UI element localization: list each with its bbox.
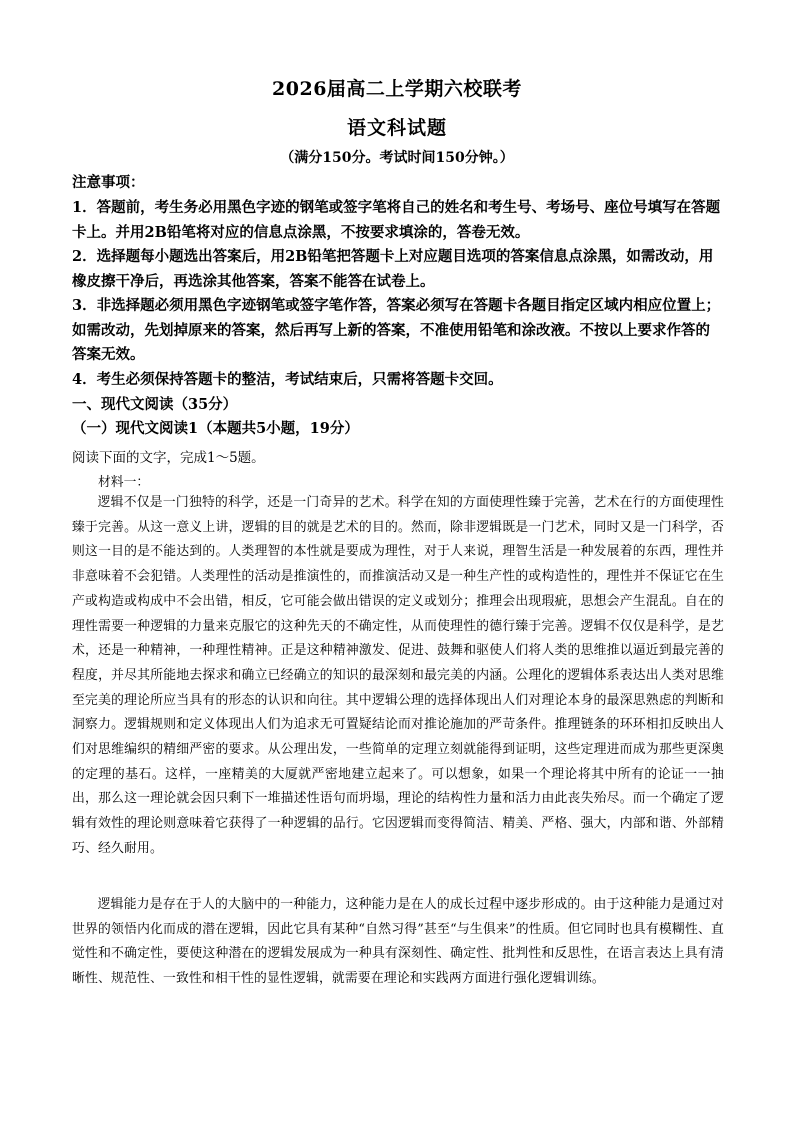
notice-heading: 注意事项： xyxy=(72,174,145,191)
exam-info: （满分150分。考试时间150分钟。） xyxy=(280,150,514,166)
passage-paragraph-2: 逻辑能力是存在于人的大脑中的一种能力，这种能力是在人的成长过程中逐步形成的。由于这种能力是通过对世界的领悟内化而成的潜在逻辑，因此它具有某种“自然习得”甚至“与生俱来”的性质。但它同时也具有模糊性、直觉性和不确定性，要使这种潜在的逻辑发展成为一种具有深刻性、确定性、批判性和反思性，在语言表达上具有清晰性、规范性、一致性和相干性的显性逻辑，就需要在理论和实践两方面进行强化逻辑训练。 xyxy=(72,897,724,987)
material-label: 材料一： xyxy=(98,475,150,490)
notice-item-3: 3．非选择题必须用黑色字迹钢笔或签字笔作答，答案必须写在答题卡各题目指定区域内相应位置上；如需改动，先划掉原来的答案，然后再写上新的答案，不准使用铅笔和涂改液。不按以上要求作答的答案无效。 xyxy=(72,297,721,364)
notice-item-4: 4．考生必须保持答题卡的整洁，考试结束后，只需将答题卡交回。 xyxy=(72,371,503,388)
exam-title: 2026届高二上学期六校联考 xyxy=(272,78,522,100)
passage-paragraph-1: 逻辑不仅是一门独特的科学，还是一门奇异的艺术。科学在知的方面使理性臻于完善，艺术在行的方面使理性臻于完善。从这一意义上讲，逻辑的目的就是艺术的目的。然而，除非逻辑既是一门艺术，同时又是一门科学，否则这一目的是不能达到的。人类理智的本性就是要成为理性，对于人来说，理智生活是一种发展着的东西，理性并非意味着不会犯错。人类理性的活动是推演性的，而推演活动又是一种生产性的或构造性的，理性并不保证它在生产或构造或构成中不会出错，相反，它可能会做出错误的定义或划分；推理会出现瑕疵，思想会产生混乱。自在的理性需要一种逻辑的力量来克服它的这种先天的不确定性，从而使理性的德行臻于完善。逻辑不仅仅是科学，是艺术，还是一种精神，一种理性精神。正是这种精神激发、促进、鼓舞和驱使人们将人类的思维推以逼近到最完善的程度，并尽其所能地去探求和确立已经确立的知识的最深刻和最完美的内涵。公理化的逻辑体系表达出人类对思维至完美的理论所应当具有的形态的认识和向往。其中逻辑公理的选择体现出人们对理论本身的最深思熟虑的判断和洞察力。逻辑规则和定义体现出人们为追求无可置疑结论而对推论施加的严苛条件。推理链条的环环相扣反映出人们对思维编织的精细严密的要求。从公理出发，一些简单的定理立刻就能得到证明，这些定理进而成为那些更深奥的定理的基石。这样，一座精美的大厦就严密地建立起来了。可以想象，如果一个理论将其中所有的论证一一抽出，那么这一理论就会因只剩下一堆描述性语句而坍塌，理论的结构性力量和活力由此丧失殆尽。而一个确定了逻辑有效性的理论则意味着它获得了一种逻辑的品行。它因逻辑而变得简洁、精美、严格、强大，内部和谐、外部精巧、经久耐用。 xyxy=(72,495,724,856)
notice-item-2: 2．选择题每小题选出答案后，用2B铅笔把答题卡上对应题目选项的答案信息点涂黑，如需改动，用橡皮擦干净后，再选涂其他答案，答案不能答在试卷上。 xyxy=(72,248,714,290)
subsection-heading: （一）现代文阅读1（本题共5小题，19分） xyxy=(72,420,359,437)
reading-instruction: 阅读下面的文字，完成1～5题。 xyxy=(72,450,265,466)
subject-title: 语文科试题 xyxy=(346,117,447,139)
section-heading: 一、现代文阅读（35分） xyxy=(72,396,238,413)
notice-item-1: 1．答题前，考生务必用黑色字迹的钢笔或签字笔将自己的姓名和考生号、考场号、座位号填写在答题卡上。并用2B铅笔将对应的信息点涂黑，不按要求填涂的，答卷无效。 xyxy=(72,199,721,241)
